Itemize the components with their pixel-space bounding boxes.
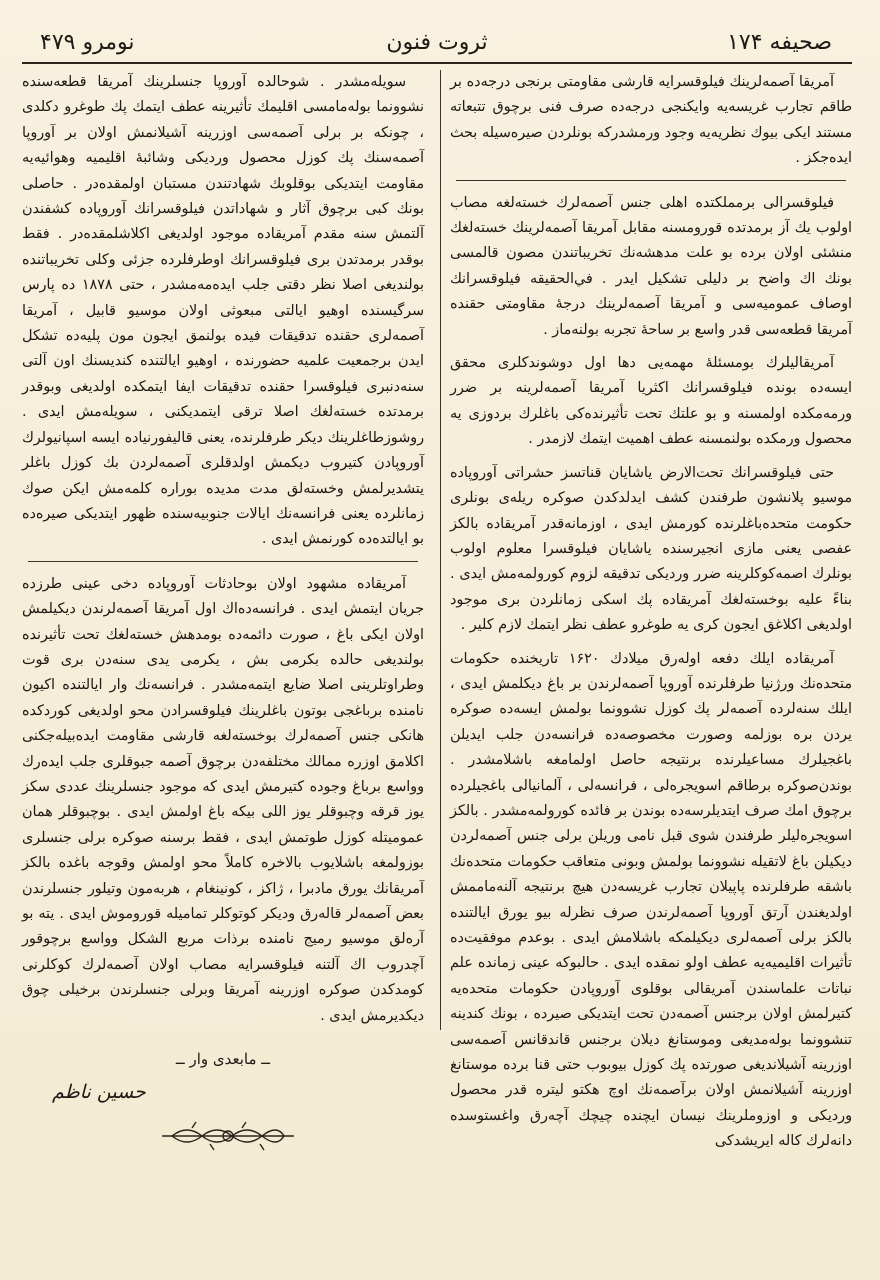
journal-title: ثروت فنون <box>386 30 488 55</box>
page-number: صحيفه ۱۷۴ <box>727 30 832 55</box>
paragraph: آمريقا آصمه‌لرينك فيلوقسرايه قارشى مقاومتى برنجى درجه‌ده بر طاقم تجارب غريسه‌يه وايكنجى درجه‌ده صرف فنى برچوق تتبعاته مستند ايكى بيوك نظريه‌يه وجود ورمشدركه بونلردن صيره‌سيله بحث ايده‌جكز . <box>450 74 852 167</box>
paragraph: آمريقاده مشهود اولان بوحادثات آوروپاده دخى عينى طرزده جريان ايتمش ايدى . فرانسه‌ده‌اك اول آمريقا آصمه‌لرندن ديكيلمش اولان ايكى باغ ، صورت دائمه‌ده بومدهش خسته‌لغك تحت تأثيرنده بولنديغى حالده بكرمى بش ، يكرمى يدى سنه‌دن برى قوت وطراوتلرينى اصلا ضايع ايتمه‌مشدر . فرانسه‌نك وار ايالتنده اكيون نامنده برباغجى بوتون باغلرينك فيلوقسرادن محو اولديغى كوردكده هانكى جنس آصمه‌لرك بوخسته‌لغه قارشى مقاومت ايده‌بيله‌جكنى اكلامق اوزره ممالك مختلفه‌دن برچوق آصمه جبوقلرى جلب ايده‌رك وواسع برباغ وجوده كتيرمش ايدى كه موجود جنسلرينك عددى سكز يوز قرقه وچبوقلر يوز اللى بيكه باغ اولمش ايدى . بوچبوقلر همان عموميتله كوزل طوتمش ايدى ، فقط برسنه صوكره برلى جنسلرى بوزولمغه باشلايوب بالاخره كاملاً محو اولمش وقوجه باغده بالكز آمريقانك يورق مادبرا ، ژاكز ، كونينغام ، هربه‌مون وتيلور جنسلرندن بعض آصمه‌لر قاله‌رق وديكر كوتوكلر تماميله قوروموش ايدى . يته بو آره‌لق موسيو رميج نامنده برذات مربع الشكل وواسع برچوقور آچدروب اك آلتنه فيلوقسرايه مصاب اولان آصمه‌لرك كوكلرنى كومدكدن صوكره اوزرينه آمريقا وبرلى جنسلرندن برخيلى چوق ديكديرمش ايدى . <box>22 575 424 1024</box>
page-header <box>22 26 852 64</box>
paragraph: سويله‌مشدر . شوحالده آوروپا جنسلرينك آمريقا قطعه‌سنده نشوونما بوله‌مامسى اقليمك تأثيرينه عطف ايتمك پك طوغرو دكلدى ، چونكه بر برلى آصمه‌سى اوزرينه آشيلانمش اولان بر آوروپا آصمه‌سنك پك كوزل محصول ورديكى وشائبهٔ اقليميه وهوائيه‌يه مقاومت ايتديكى بوقلوبك شهادتندن مستبان اولمقده‌در . حاصلى بونك كبى برچوق آثار و شهاداتدن فيلوقسرانك آوروپاده كشفندن آلتمش سنه مقدم آمريقاده موجود اولديغى اكلاشلمقده‌در . فقط بوقدر برمدتدن برى فيلوقسرانك اوطرفلرده جزئى وكلى تخريباتنده بولنديغى اصلا نظر دقتى جلب ايده‌مه‌مشدر ، حتى ۱۸۷۸ ده پارس سرگيسنده اوهيو ايالتى مبعوثى اولان موسيو قابيل ، آمريقا آصمه‌لرى حقنده تدقيقات فيده بولنمق ايجون مون پليه‌ده تشكل ايدن برجمعيت علميه حضورنده ، اوهيو ايالتنده كنديسنك اون آلتى سنه‌دنبرى فيلوقسرا حقنده تدقيقات ايفا ايتمكده اولديغى وبوقدر برمدتده خسته‌لغك اصلا ترقى ايتمديكنى ، سويله‌مش ايدى . روشوزطاغلرينك ديكر طرفلرنده، يعنى قاليفورنياده ايسه اسپانيولرك آوروپادن كتيروب ديكمش اولدقلرى آصمه‌لردن بك كوزل باغلر يتشديرلمش وخسته‌لق مدت مديده بوراره كلمه‌مش ايكن صوك زمانلرده يعنى فرانسه‌نك ايالات جنوبيه‌سنده ظهور ايتديكى صيره‌ده بو ايالتده‌ده كورنمش ايدى . <box>22 74 424 548</box>
fleuron-ornament-icon <box>22 1116 424 1156</box>
author-signature: حسين ناظم <box>52 1081 146 1104</box>
paragraph: حتى فيلوقسرانك تحت‌الارض ياشايان قناتسز حشراتى آوروپاده موسيو پلانشون طرفندن كشف ايدلدكدن صوكره ريله‌ى بونلرى حكومت متحده‌باغلرنده كورمش ايدى ، اوزمانه‌قدر آمريقاده بالكز عفصى يعنى مازى انجيرسنده ياشايان فيلوقسرا معلوم اولوب بونلرك اصمه‌كوكلرينه ضرر ورديكى تدقيقه لزوم كورولمه‌مش ايدى . بناءً عليه بوخسته‌لغك آمريقاده پك اسكى زمانلردن برى موجود اولديغى اكلاغق ايجون كرى يه طوغرو عطف نظر ايتمك لازم كلير . <box>450 464 852 634</box>
to-be-continued-note: ــ مابعدى وار ــ <box>175 1050 271 1069</box>
paragraph-divider <box>456 180 846 181</box>
paragraph: آمريقاليلرك بومسئله‌ٔ مهمه‌يى دها اول دوشوندكلرى محقق ايسه‌ده بونده فيلوقسرانك اكثريا آمريقا آصمه‌لرينه بر ضرر ورمه‌مكده اولمسنه و بو علتك تحت تأثيرنده‌كى باغلرك بردوزى يه محصول ورمكده بولنمسنه عطف اهميت ايتمك لازمدر . <box>450 355 852 448</box>
paragraph: فيلوقسرالى برمملكتده اهلى جنس آصمه‌لرك خسته‌لغه مصاب اولوب يك آز برمدتده قورومسنه مقابل آمريقا آصمه‌لرينك خسته‌لغك منشئى اولان برده بو علت مدهشه‌نك تخريباتندن مصون قالمسى بونك اك واضح بر دليلى تشكيل ايدر . في‌الحقيقه فيلوقسرانك اوصاف عموميه‌سى و آمريقا آصمه‌لرينك درجهٔ مقاومتى حقنده آمريقا قطعه‌سى قدر واسع بر ساحهٔ تجربه بولنه‌ماز . <box>450 194 852 338</box>
issue-number: نومرو ۴۷۹ <box>40 30 135 55</box>
column-divider <box>440 70 441 1030</box>
paragraph: آمريقاده ايلك دفعه اوله‌رق ميلادك ۱۶۲۰ تاريخنده حكومات متحده‌نك ورژنيا طرفلرنده آوروپا آصمه‌لرندن بر باغ ديكلمش ايدى ، ايلك سنه‌لرده آصمه‌لر پك كوزل نشوونما بولمش ايسه‌ده صوكره يردن بره بوزلمه وصورت مخصوصه‌ده فرانسه‌دن جلب ايديلن باغجيلرك مساعيلرنده برنتيجه حاصل اولمامغه باشلامشدر . بوندن‌صوكره برطاقم اسويجره‌لى ، فرانسه‌لى ، آلمانيالى باغجيلرده برچوق امك صرف ايتديلرسه‌ده بوندن بر فائده كورولمه‌مشدر . بالكز اسويجره‌ليلر طرفندن شوى قبل نامى وريلن برلى جنس آصمه‌لردن ديكيلن باغ لاتقيله نشوونما بولمش وبونى متعاقب حكومات متحده‌نك باشقه طرفلرنده پاپيلان تجارب غريسه‌دن هيچ برنتيجه آلنه‌ماممش اولديغندن آرتق آوروپا آصمه‌لرندن صرف نظرله بيو يورق ايالتنده بالكز برلى آصمه‌لرى ديكيلمكه باشلامش ايدى . بوعدم موفقيت‌ده تأثيرات اقليميه‌يه عطف اولو نمقده ايدى . حالبوكه عينى زمانده علم نباتات علماسندن آمريقالى بوقلوى آوروپادن حكومات متحده‌يه كتيرلمش اولان برجنس آصمه‌دن تحت ايتديكى صيرده ، بونك كندينه تنشوونما بوله‌مديغى وموستانغ ديلان برجنس قاندقانس آصمه‌سى اوزرينه آشيلانديغى صورتده پك كوزل بيوبوب حتى قنا برده موستانغ اوزرينه آشيلانمش اولان برآصمه‌نك اوچ هكتو ليتره قدر محصول ورديكى و اوزوملرينك نيسان ايچنده چيچك آچه‌رق واغستوسده دانه‌لرك كاله ايريشدكى <box>450 650 852 1150</box>
paragraph-divider <box>28 561 418 562</box>
right-column <box>450 70 852 1260</box>
left-column <box>22 70 424 1260</box>
text-columns <box>22 70 852 1260</box>
